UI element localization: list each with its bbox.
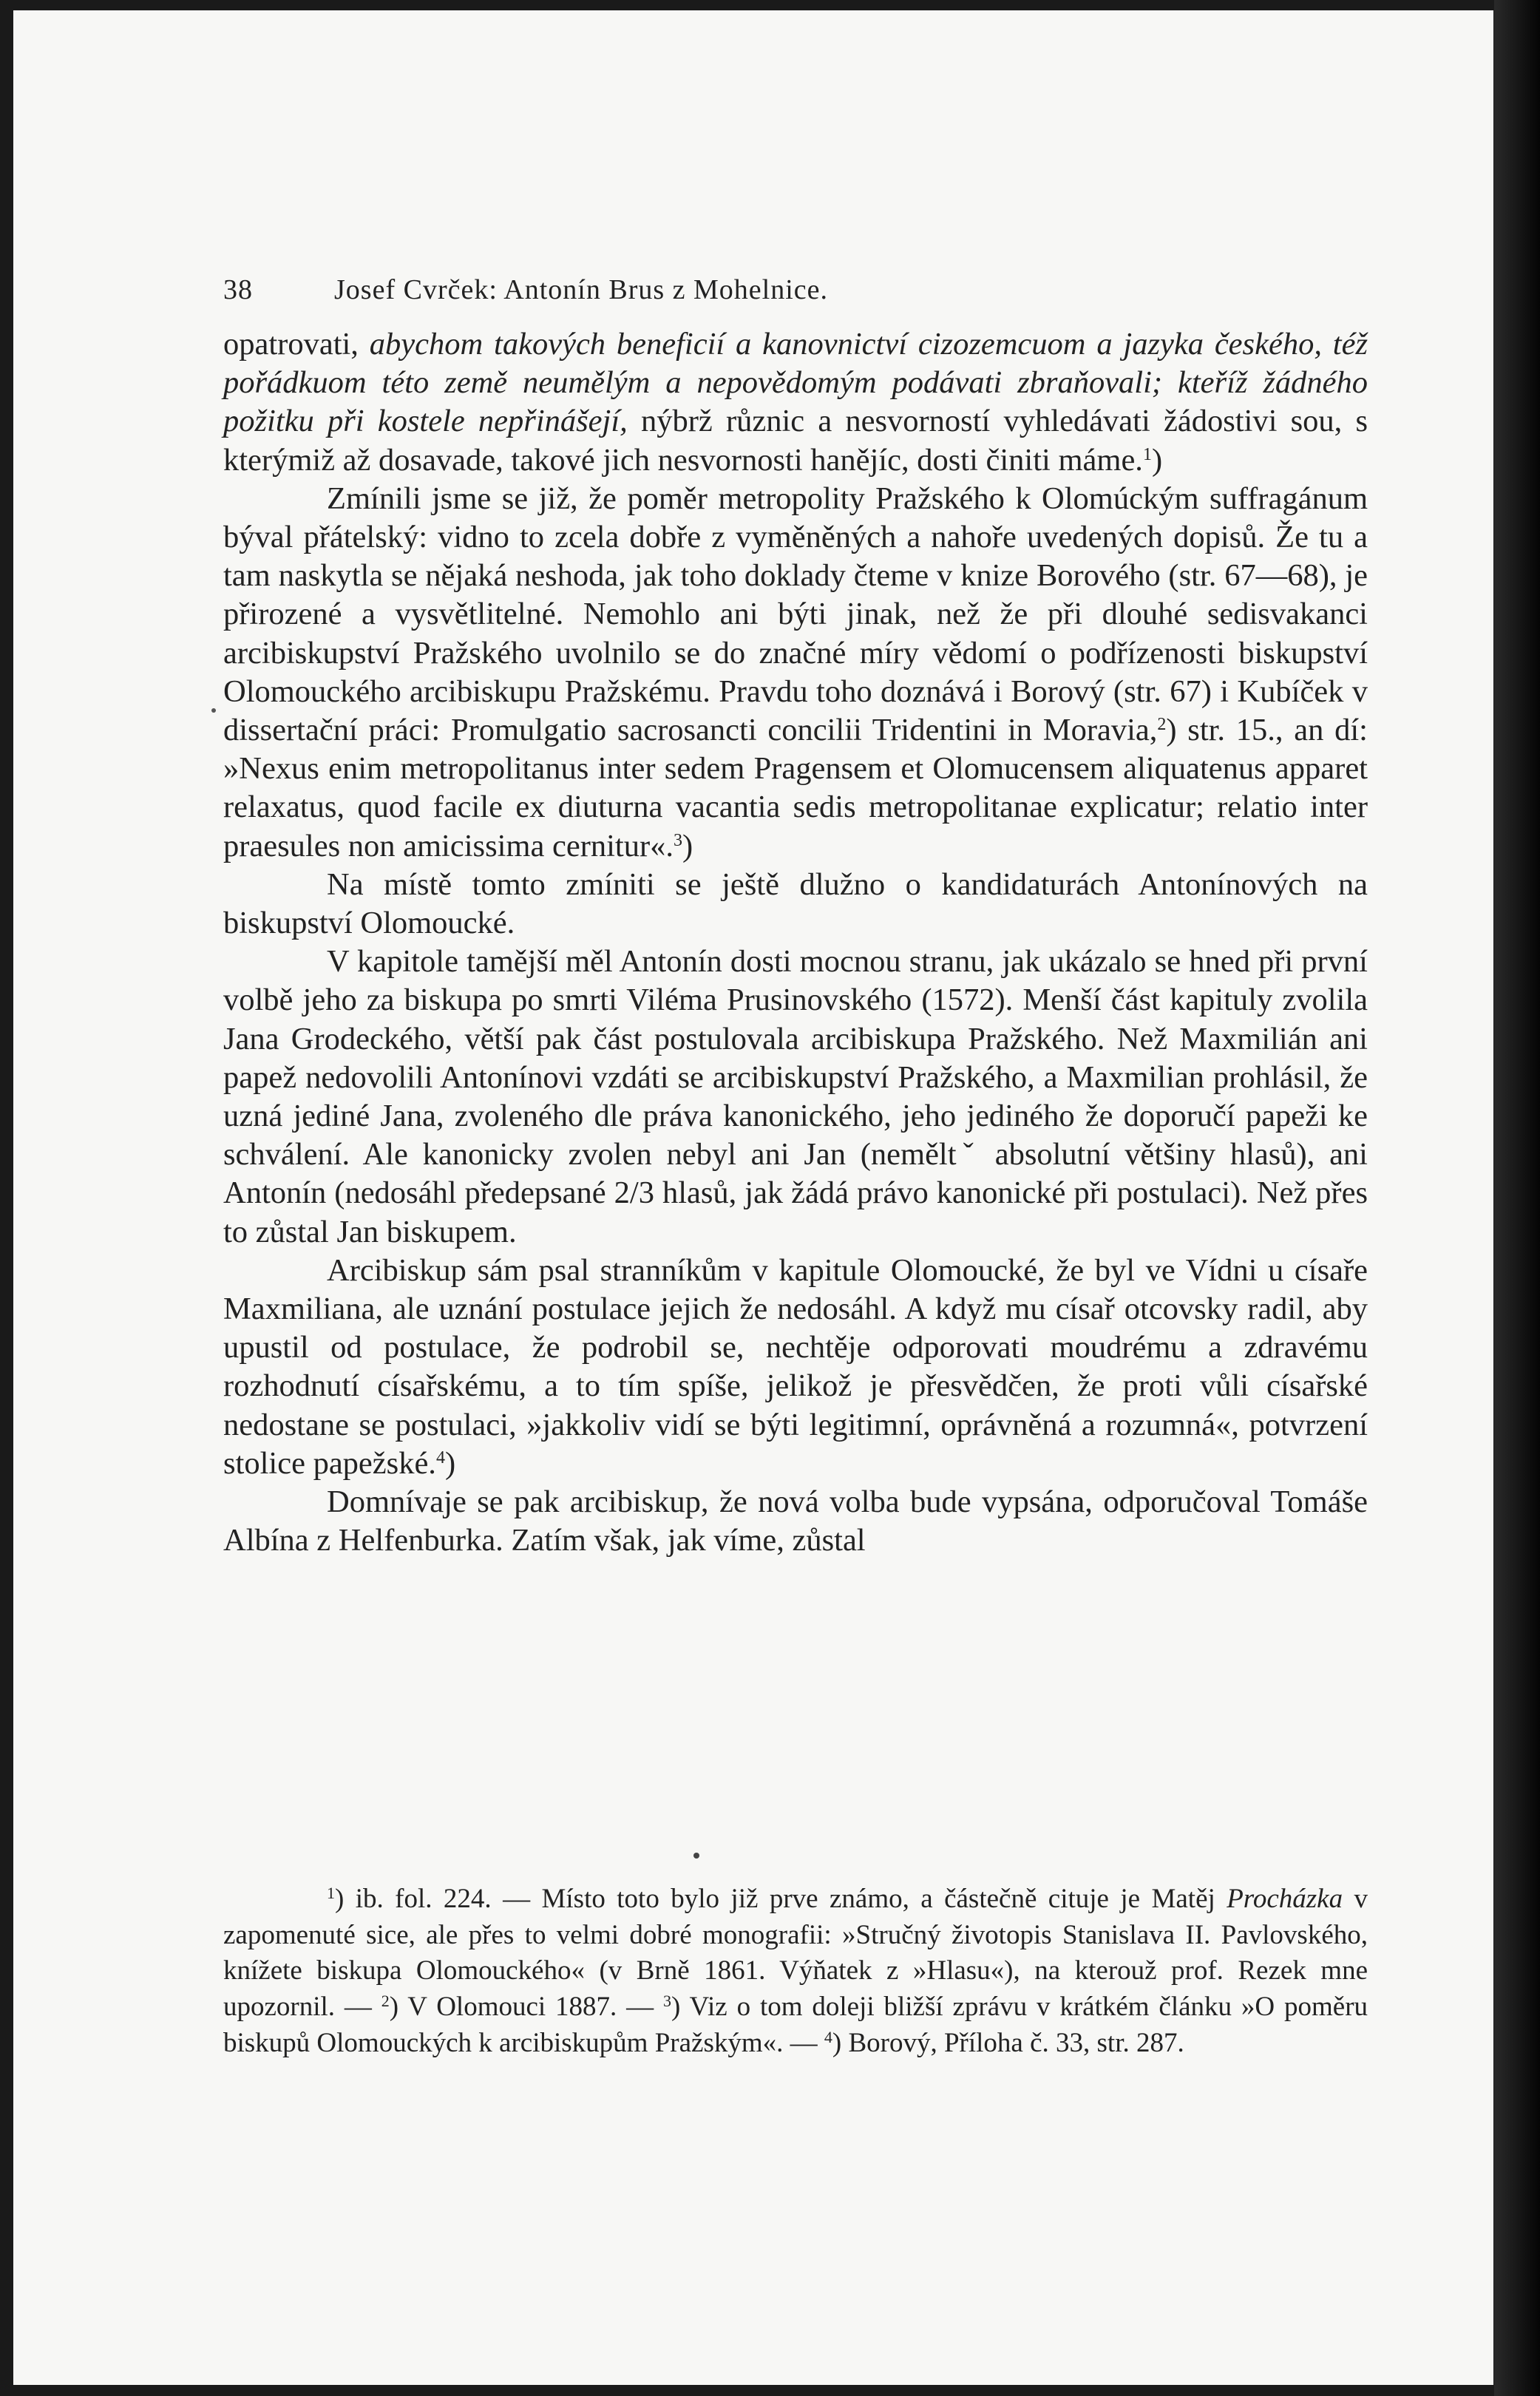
fn2-text: V Olomouci 1887. — [398, 1992, 654, 2023]
p2-text-b: str. 15., an dí: »Nexus enim metropolitanus inter sedem Pragensem et Olomucensem aliquatenus apparet relaxatus, quod facile ex diuturna vacantia sedis metropolitanae explicatur; relatio inter praesules non amicissima cernitur«. [223, 713, 1368, 863]
p4-text-a: V kapitole tamější měl Antonín dosti mocnou stranu, jak ukázalo se hned při první volbě jeho za biskupa po smrti Viléma Prusinovského (1572). Menší část kapituly zvolila Jana Grodeckého, větší pak část postulovala arcibiskupa Pražského. Než Maxmilián ani papež nedovolili Antonínovi vzdáti se arcibiskupství Pražského, a Maxmilian prohlásil, že uzná jediné Jana, zvoleného dle práva kanonického, jeho jediného že doporučí papeži ke schválení. Ale kanonicky zvolen nebyl ani Jan (neměltˇ absolutní většiny hlasů), ani Antonín (nedosáhl předepsané [223, 944, 1368, 1211]
fn2-mark: 2 [381, 1992, 390, 2011]
margin-speck [211, 708, 216, 713]
paragraph-1: opatrovati, abychom takových beneficií a kanovnictví cizozemcuom a jazyka českého, též pořádkuom této země neumělým a nepovědomým podávati zbraňovali; kteříž žádného požitku při kostele nepřinášejí, nýbrž různic a nesvorností vyhledávati žádostivi sou, s kterýmiž až dosavade, takové jich nesvornosti hanějíc, dosti činiti máme.$^1$) [223, 327, 1368, 478]
p2-text-a: Zmínili jsme se již, že poměr metropolity Pražského k Olomúckým suffragánum býval přátelský: vidno to zcela dobře z vyměněných a nahoře uvedených dopisů. Že tu a tam naskytla se nějaká neshoda, jak toho doklady čteme v knize Borového (str. 67—68), je přirozené a vysvětlitelné. Nemohlo ani býti jinak, než že při dlouhé sedisvakanci arcibiskupství Pražského uvolnilo se do značné míry vědomí o podřízenosti biskupství Olomouckého arcibiskupu Pražskému. Pravdu toho doznává i Borový (str. 67) i Kubíček v dissertační práci: Promulgatio sacrosancti concilii Tridentini in Moravia, [223, 481, 1368, 748]
page-number: 38 [223, 274, 253, 305]
footnote-4: $^4$) Borový, Příloha č. 33, str. 287. [824, 2027, 1184, 2058]
main-text [223, 325, 1368, 1561]
paragraph-6: Domnívaje se pak arcibiskup, že nová volba bude vypsána, odporučoval Tomáše Albína z Helfenburka. Zatím však, jak víme, zůstal [223, 1484, 1368, 1558]
running-title: Josef Cvrček: Antonín Brus z Mohelnice. [334, 274, 829, 305]
footnote-ref-4: 4 [435, 1448, 445, 1467]
scan-edge-shadow [1494, 0, 1540, 2396]
fn3-text: Viz o tom doleji bližší zprávu v krátkém článku »O poměru biskupů Olomouckých k arcibiskupům Pražským«. — [223, 1992, 1368, 2058]
running-header [223, 274, 1332, 306]
fn4-mark: 4 [824, 2027, 832, 2046]
footnote-1: $^1$) ib. fol. 224. — Místo toto bylo již prve známo, a částečně cituje je Matěj Procházka v zapomenuté sice, ale přes to velmi dobré monografii: »Stručný životopis Stanislava II. Pavlovského, knížete biskupa Olomouckého« (v Brně 1861. Výňatek z »Hlasu«), na kterouž prof. Rezek mne upozornil. — [223, 1884, 1368, 2023]
paragraph-5: Arcibiskup sám psal stranníkům v kapitule Olomoucké, že byl ve Vídni u císaře Maxmiliana, ale uznání postulace jejich že nedosáhl. A když mu císař otcovsky radil, aby upustil od postulace, že podrobil se, nechtěje odporovati moudrému a zdravému rozhodnutí císařskému, a to tím spíše, jelikož je přesvědčen, že proti vůli císařské nedostane se postulaci, »jakkoliv vidí se býti legitimní, oprávněná a rozumná«, potvrzení stolice papežské.$^4$) [223, 1252, 1368, 1481]
fn3-mark: 3 [663, 1992, 672, 2011]
fraction-two-thirds: 2/3 [614, 1175, 654, 1211]
footnote-2: $^2$) V Olomouci 1887. — [381, 1992, 654, 2023]
fn1-text-b: v zapomenuté sice, ale přes to velmi dobré monografii: »Stručný životopis Stanislava II. Pavlovského, knížete biskupa Olomouckého« (v Brně 1861. Výňatek z »Hlasu«), na kterouž prof. Rezek mne upozornil. — [223, 1884, 1368, 2023]
p5-text-a: Arcibiskup sám psal stranníkům v kapitule Olomoucké, že byl ve Vídni u císaře Maxmiliana, ale uznání postulace jejich že nedosáhl. A když mu císař otcovsky radil, aby upustil od postulace, že podrobil se, nechtěje odporovati moudrému a zdravému rozhodnutí císařskému, a to tím spíše, jelikož je přesvědčen, že proti vůli císařské nedostane se postulaci, »jakkoliv vidí se býti legitimní, oprávněná a rozumná«, potvrzení stolice papežské. [223, 1252, 1368, 1481]
fn1-mark: 1 [327, 1884, 335, 1902]
p1-text-a: opatrovati, [223, 327, 370, 362]
p1-text-b: nýbrž různic a nesvorností vyhledávati žádostivi sou, s kterýmiž až dosavade, takové jich nesvornosti hanějíc, dosti činiti máme. [223, 404, 1368, 478]
p4-text-b: hlasů, jak žádá právo kanonické při postulaci). Než přes to zůstal Jan biskupem. [223, 1175, 1368, 1249]
paragraph-2: Zmínili jsme se již, že poměr metropolity Pražského k Olomúckým suffragánum býval přátelský: vidno to zcela dobře z vyměněných a nahoře uvedených dopisů. Že tu a tam naskytla se nějaká neshoda, jak toho doklady čteme v knize Borového (str. 67—68), je přirozené a vysvětlitelné. Nemohlo ani býti jinak, než že při dlouhé sedisvakanci arcibiskupství Pražského uvolnilo se do značné míry vědomí o podřízenosti biskupství Olomouckého arcibiskupu Pražskému. Pravdu toho doznává i Borový (str. 67) i Kubíček v dissertační práci: Promulgatio sacrosancti concilii Tridentini in Moravia,$^2$) str. 15., an dí: »Nexus enim metropolitanus inter sedem Pragensem et Olomucensem aliquatenus apparet relaxatus, quod facile ex diuturna vacantia sedis metropolitanae explicatur; relatio inter praesules non amicissima cernitur«.$^3$) [223, 481, 1368, 863]
fn1-author-italic: Procházka [1227, 1884, 1343, 1914]
footnote-separator-dot [693, 1853, 699, 1859]
paragraph-4 [223, 943, 1368, 1252]
fn4-text: Borový, Příloha č. 33, str. 287. [841, 2027, 1184, 2058]
footnote-3: $^3$) Viz o tom doleji bližší zprávu v krátkém článku »O poměru biskupů Olomouckých k arcibiskupům Pražským«. — [223, 1992, 1368, 2058]
p1-quote-italic: abychom takových beneficií a kanovnictví cizozemcuom a jazyka českého, též pořádkuom této země neumělým a nepovědomým podávati zbraňovali; kteříž žádného požitku při kostele nepřinášejí, [223, 327, 1368, 439]
paragraph-3: Na místě tomto zmíniti se ještě dlužno o kandidaturách Antonínových na biskupství Olomoucké. [223, 866, 1368, 941]
footnote-ref-2: 2 [1157, 715, 1167, 735]
footnote-ref-3: 3 [674, 830, 682, 850]
footnotes [223, 1881, 1368, 2062]
footnote-ref-1: 1 [1142, 444, 1152, 464]
fn1-text-a: ib. fol. 224. — Místo toto bylo již prve známo, a částečně cituje je Matěj [344, 1884, 1227, 1914]
